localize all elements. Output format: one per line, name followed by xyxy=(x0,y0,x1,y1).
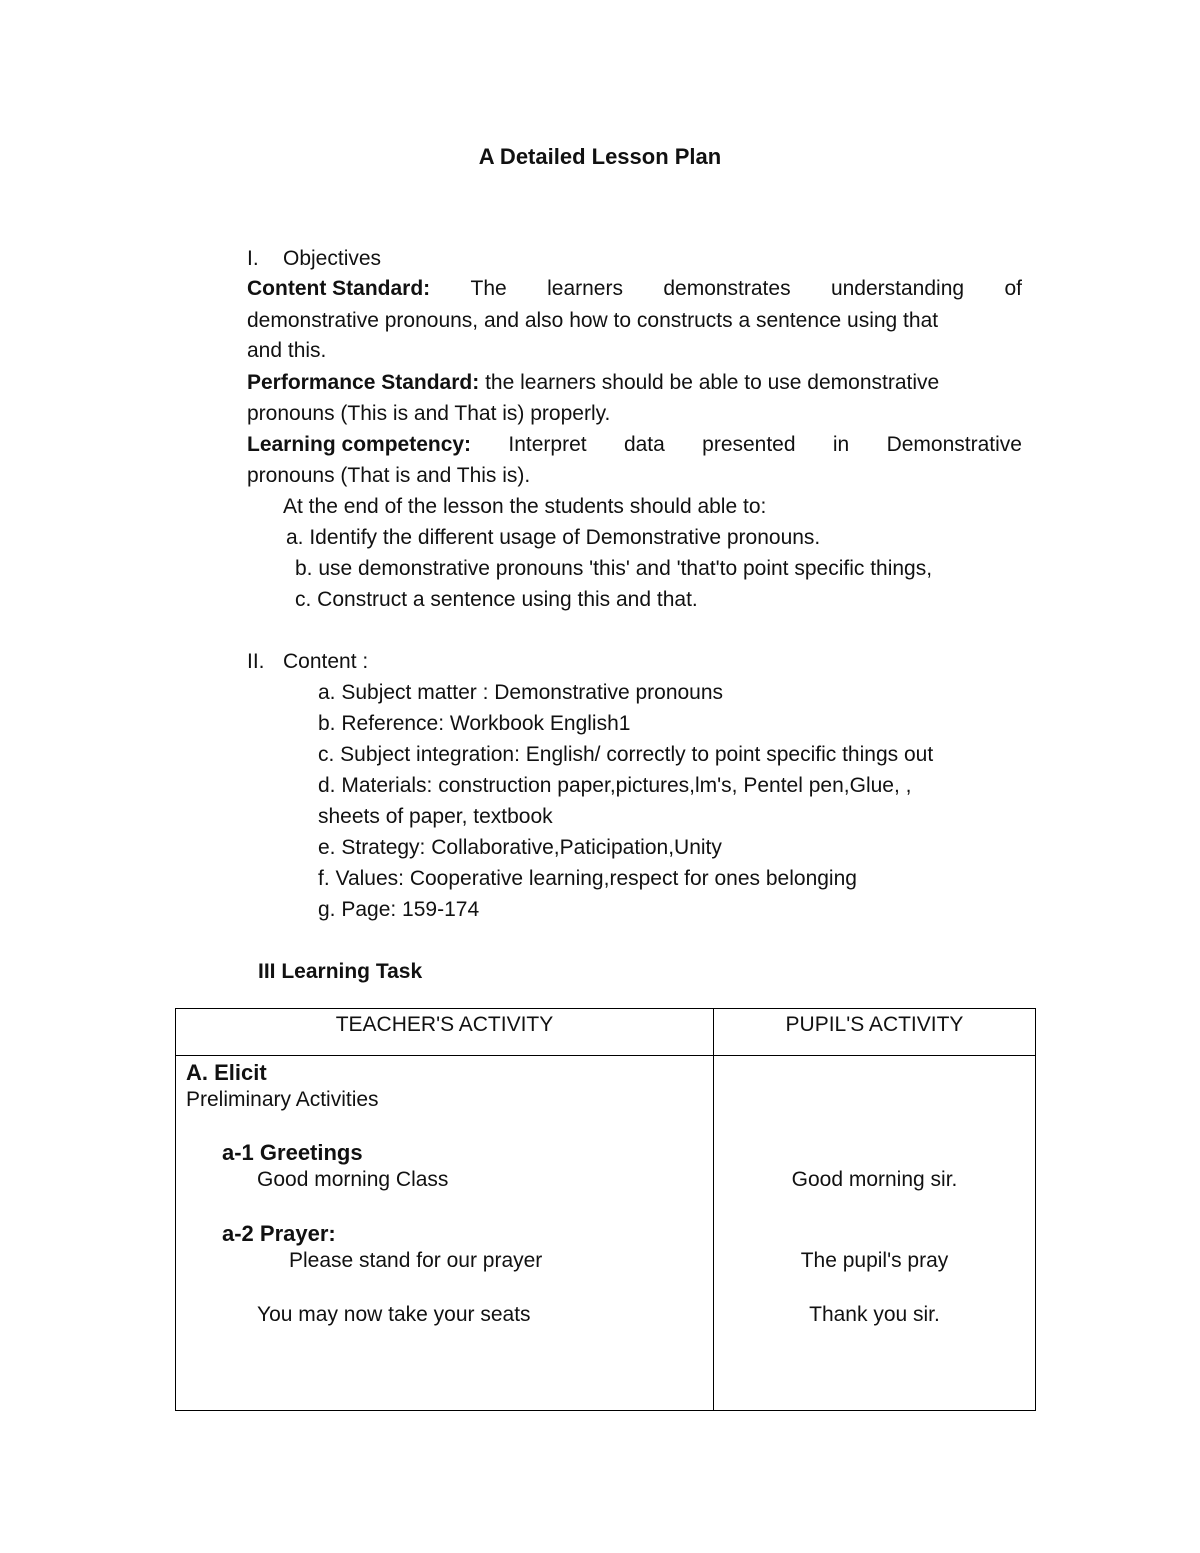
performance-standard-line1 xyxy=(247,372,939,393)
content-heading: Content : xyxy=(283,650,369,673)
objectives-number: I. xyxy=(247,247,259,270)
content-item: d. Materials: construction paper,pictures,lm's, Pentel pen,Glue, , xyxy=(318,774,912,797)
objective-item: b. use demonstrative pronouns 'this' and 'that'to point specific things, xyxy=(295,557,933,580)
learning-task-heading: III Learning Task xyxy=(258,960,423,983)
page-title: A Detailed Lesson Plan xyxy=(478,144,722,169)
teacher-activity-header-cell xyxy=(176,1009,714,1056)
objective-item: a. Identify the different usage of Demonstrative pronouns. xyxy=(286,526,821,549)
greetings-pupil-text: Good morning sir. xyxy=(791,1168,958,1191)
prayer-teacher-text: Please stand for our prayer xyxy=(289,1249,543,1272)
learning-competency-word: data xyxy=(623,433,665,456)
learning-competency-word: presented xyxy=(702,433,796,456)
teacher-activity-header: TEACHER'S ACTIVITY xyxy=(335,1013,554,1036)
content-standard-word: The xyxy=(470,277,507,300)
pupil-activity-cell xyxy=(714,1056,1036,1411)
greetings-label: a-1 Greetings xyxy=(222,1140,363,1165)
pupil-activity-header: PUPIL'S ACTIVITY xyxy=(785,1013,964,1036)
table-header-row xyxy=(176,1009,1036,1056)
content-standard-label: Content Standard: xyxy=(247,277,431,300)
content-standard-word: demonstrates xyxy=(663,277,791,300)
elicit-section-label: A. Elicit xyxy=(186,1060,267,1085)
content-item: sheets of paper, textbook xyxy=(318,805,553,828)
pupil-activity-header-cell xyxy=(714,1009,1036,1056)
content-item: a. Subject matter : Demonstrative pronouns xyxy=(318,681,724,704)
seats-pupil-text: Thank you sir. xyxy=(809,1303,940,1326)
content-standard-word: of xyxy=(1004,277,1022,300)
performance-standard-line2: pronouns (This is and That is) properly. xyxy=(247,402,611,425)
performance-standard-text: the learners should be able to use demonstrative xyxy=(485,371,940,394)
content-standard-line1 xyxy=(247,278,1022,299)
content-item: g. Page: 159-174 xyxy=(318,898,480,921)
learning-competency-line2: pronouns (That is and This is). xyxy=(247,464,531,487)
objectives-intro: At the end of the lesson the students should able to: xyxy=(283,495,767,518)
learning-competency-word: Demonstrative xyxy=(886,433,1022,456)
learning-competency-word: in xyxy=(832,433,850,456)
content-item: b. Reference: Workbook English1 xyxy=(318,712,631,735)
objectives-heading: Objectives xyxy=(283,247,382,270)
content-item: f. Values: Cooperative learning,respect for ones belonging xyxy=(318,867,857,890)
table-row xyxy=(176,1056,1036,1411)
preliminary-activities: Preliminary Activities xyxy=(186,1088,379,1111)
greetings-teacher-text: Good morning Class xyxy=(257,1168,449,1191)
learning-competency-label: Learning competency: xyxy=(247,433,472,456)
objective-item: c. Construct a sentence using this and that. xyxy=(295,588,698,611)
prayer-pupil-text: The pupil's pray xyxy=(800,1249,949,1272)
content-standard-word: learners xyxy=(547,277,623,300)
content-item: c. Subject integration: English/ correctly to point specific things out xyxy=(318,743,934,766)
learning-competency-word: Interpret xyxy=(508,433,587,456)
performance-standard-label: Performance Standard: xyxy=(247,371,480,394)
content-standard-line3: and this. xyxy=(247,339,327,362)
prayer-label: a-2 Prayer: xyxy=(222,1221,336,1246)
content-standard-line2: demonstrative pronouns, and also how to constructs a sentence using that xyxy=(247,309,939,332)
content-number: II. xyxy=(247,650,265,673)
learning-task-table xyxy=(175,1008,1036,1411)
learning-competency-line1 xyxy=(247,434,1022,455)
teacher-activity-cell xyxy=(176,1056,714,1411)
content-standard-word: understanding xyxy=(830,277,965,300)
content-item: e. Strategy: Collaborative,Paticipation,Unity xyxy=(318,836,722,859)
seats-teacher-text: You may now take your seats xyxy=(257,1303,531,1326)
